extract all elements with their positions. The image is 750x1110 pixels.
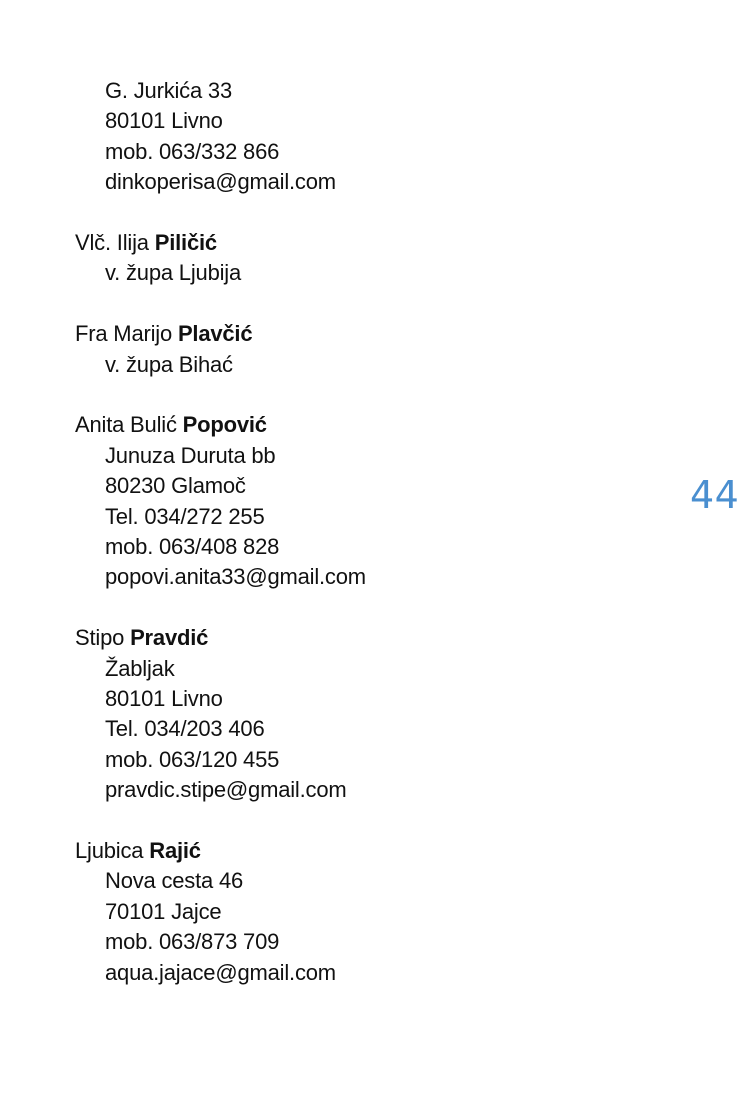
contact-entry [75,76,635,198]
postal-city-line: 80230 Glamoč [105,473,246,499]
contact-name [75,410,635,440]
parish-line: v. župa Bihać [105,351,233,377]
contact-entry [75,836,635,988]
contact-entry [75,410,635,592]
postal-city-line: 80101 Livno [105,686,223,712]
contact-directory [75,76,635,988]
email-line: pravdic.stipe@gmail.com [105,777,347,803]
contact-name [75,836,635,866]
page-number: 44 [690,473,740,517]
address-line: Nova cesta 46 [105,868,244,894]
address-line: Junuza Duruta bb [105,442,276,468]
given-name: Anita Bulić [75,412,177,438]
given-name: Ljubica [75,838,144,864]
postal-city-line: 80101 Livno [105,108,223,134]
address-line: Žabljak [105,655,175,681]
surname: Popović [182,412,267,438]
surname: Piličić [154,230,217,256]
contact-entry [75,319,635,380]
contact-name [75,228,635,258]
phone-line: Tel. 034/203 406 [105,716,265,742]
email-line: popovi.anita33@gmail.com [105,564,366,590]
contact-entry [75,623,635,805]
mobile-line: mob. 063/120 455 [105,746,280,772]
surname: Pravdić [130,625,209,651]
postal-city-line: 70101 Jajce [105,898,222,924]
phone-line: Tel. 034/272 255 [105,503,265,529]
mobile-line: mob. 063/332 866 [105,138,280,164]
mobile-line: mob. 063/408 828 [105,534,280,560]
given-name: Vlč. Ilija [75,230,149,256]
contact-name [75,319,635,349]
contact-entry [75,228,635,289]
contact-name [75,623,635,653]
parish-line: v. župa Ljubija [105,260,242,286]
given-name: Stipo [75,625,125,651]
surname: Plavčić [177,321,253,347]
surname: Rajić [149,838,201,864]
mobile-line: mob. 063/873 709 [105,929,280,955]
given-name: Fra Marijo [75,321,173,347]
email-line: aqua.jajace@gmail.com [105,959,336,985]
address-line: G. Jurkića 33 [105,78,233,103]
email-line: dinkoperisa@gmail.com [105,169,336,195]
